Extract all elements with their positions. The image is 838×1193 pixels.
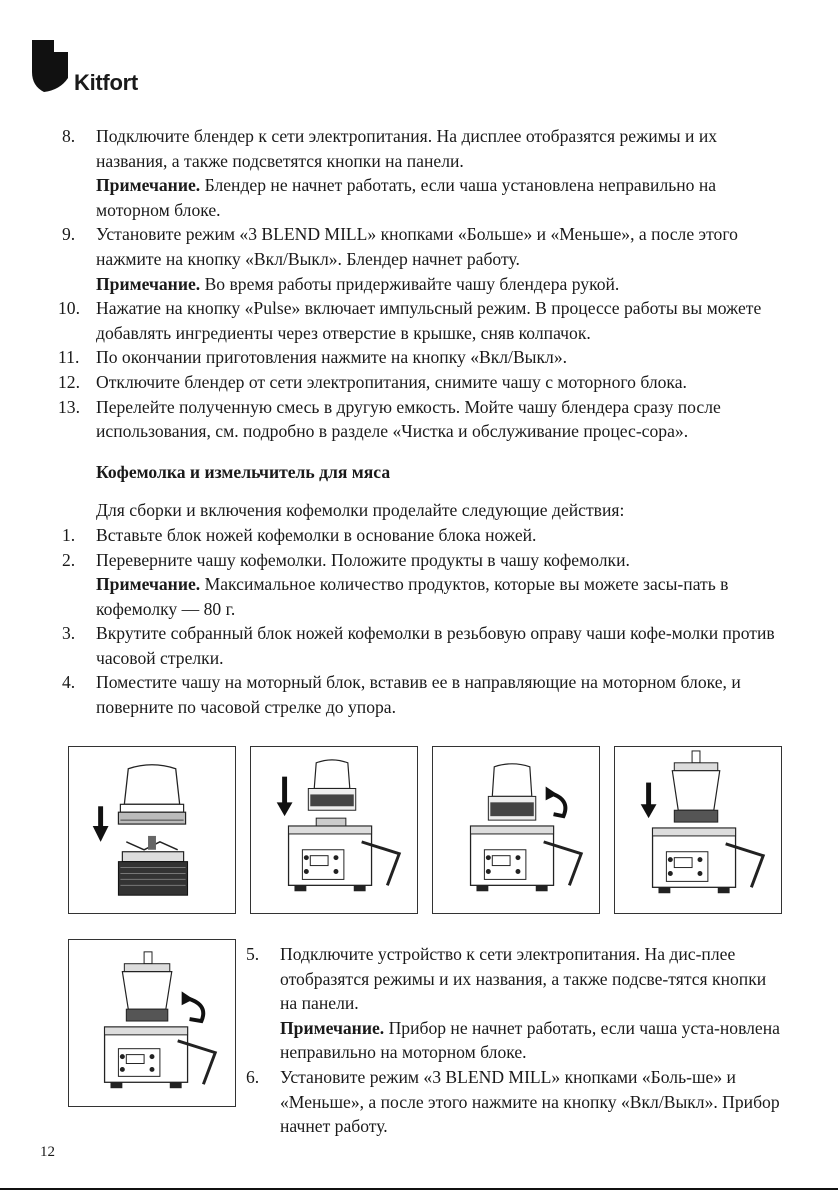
step-text: Вкрутите собранный блок ножей кофемолки в резьбовую оправу чаши кофе-молки против часовой стрелки. [96, 623, 775, 668]
step-number: 11. [58, 347, 80, 368]
step-note [280, 1016, 786, 1065]
processor-rotate-illustration-icon [69, 940, 235, 1106]
step-number: 9. [62, 224, 76, 245]
bottom-rule [0, 1188, 838, 1190]
step-note [96, 572, 780, 621]
brand-name: Kitfort [74, 70, 138, 95]
note-label: Примечание. [96, 273, 201, 294]
step-number: 13. [58, 396, 80, 417]
step-text: Установите режим «3 BLEND MILL» кнопками «Боль-ше» и «Меньше», а после этого нажмите на кнопку «Вкл/Выкл». Прибор начнет работу. [280, 1066, 780, 1137]
step-3 [62, 621, 780, 670]
section-heading: Кофемолка и измельчитель для мяса [96, 461, 391, 482]
place-on-motor-illustration-icon [251, 747, 417, 913]
step-note [96, 272, 780, 297]
step-text: Нажатие на кнопку «Pulse» включает импульсный режим. В процессе работы вы можете добавлять ингредиенты через отверстие в крышке, сняв колпачок. [96, 298, 762, 343]
note-label: Примечание. [280, 1017, 385, 1038]
note-text: Блендер не начнет работать, если чаша установлена неправильно на моторном блоке. [96, 175, 717, 220]
step-text: Перелейте полученную смесь в другую емкость. Мойте чашу блендера сразу после использования, см. подробно в разделе «Чистка и обслуживание процес-сора». [96, 396, 721, 442]
step-text: По окончании приготовления нажмите на кнопку «Вкл/Выкл». [96, 347, 568, 368]
step-text: Подключите блендер к сети электропитания. На дисплее отобразятся режимы и их названия, а также подсветятся кнопки на панели. [96, 126, 718, 171]
cup-blade-illustration-icon [69, 747, 235, 913]
step-8 [62, 124, 780, 222]
note-label: Примечание. [96, 175, 201, 196]
note-text: Прибор не начнет работать, если чаша уста-новлена неправильно на моторном блоке. [280, 1017, 780, 1063]
step-2 [62, 548, 780, 622]
step-number: 10. [58, 298, 80, 319]
step-12 [58, 370, 780, 395]
step-13 [58, 395, 780, 444]
processor-bowl-illustration-icon [615, 747, 781, 913]
step-number: 2. [62, 549, 76, 570]
figure-processor-rotate [68, 939, 236, 1107]
step-number: 1. [62, 524, 76, 545]
figure-place-on-motor [250, 746, 418, 914]
step-number: 12. [58, 371, 80, 392]
step-text: Установите режим «3 BLEND MILL» кнопками «Больше» и «Меньше», а после этого нажмите на кнопку «Вкл/Выкл». Блендер начнет работу. [96, 224, 738, 269]
step-text: Вставьте блок ножей кофемолки в основание блока ножей. [96, 524, 537, 545]
instructions-body [58, 124, 780, 720]
figure-rotate-clockwise [432, 746, 600, 914]
page-number: 12 [40, 1144, 55, 1160]
brand-logo [30, 38, 150, 98]
step-5 [246, 942, 786, 1065]
figure-processor-bowl [614, 746, 782, 914]
step-number: 5. [246, 944, 260, 964]
assembly-figures [68, 746, 784, 914]
note-text: Максимальное количество продуктов, которые вы можете засы-пать в кофемолку — 80 г. [96, 574, 729, 619]
step-text: Отключите блендер от сети электропитания, снимите чашу с моторного блока. [96, 371, 687, 392]
note-label: Примечание. [96, 574, 201, 595]
section-intro: Для сборки и включения кофемолки проделайте следующие действия: [96, 500, 625, 521]
step-text: Переверните чашу кофемолки. Положите продукты в чашу кофемолки. [96, 549, 630, 570]
step-6 [246, 1065, 786, 1139]
step-number: 4. [62, 672, 76, 693]
step-1 [62, 523, 780, 548]
rotate-clockwise-illustration-icon [433, 747, 599, 913]
step-number: 3. [62, 623, 76, 644]
note-text: Во время работы придерживайте чашу блендера рукой. [200, 273, 620, 294]
step-note [96, 173, 780, 222]
step-number: 8. [62, 126, 76, 146]
step-text: Подключите устройство к сети электропитания. На дис-плее отобразятся режимы и их названия, а также подсве-тятся кнопки на панели. [280, 944, 767, 1014]
figure-cup-and-blade [68, 746, 236, 914]
side-instructions [246, 942, 786, 1139]
step-4 [62, 670, 780, 719]
step-text: Поместите чашу на моторный блок, вставив ее в направляющие на моторном блоке, и поверните по часовой стрелке до упора. [96, 672, 741, 718]
step-10 [58, 296, 780, 345]
step-9 [62, 222, 780, 296]
step-number: 6. [246, 1066, 260, 1087]
step-11 [58, 345, 780, 370]
kitfort-logo-mark-icon [30, 38, 70, 92]
